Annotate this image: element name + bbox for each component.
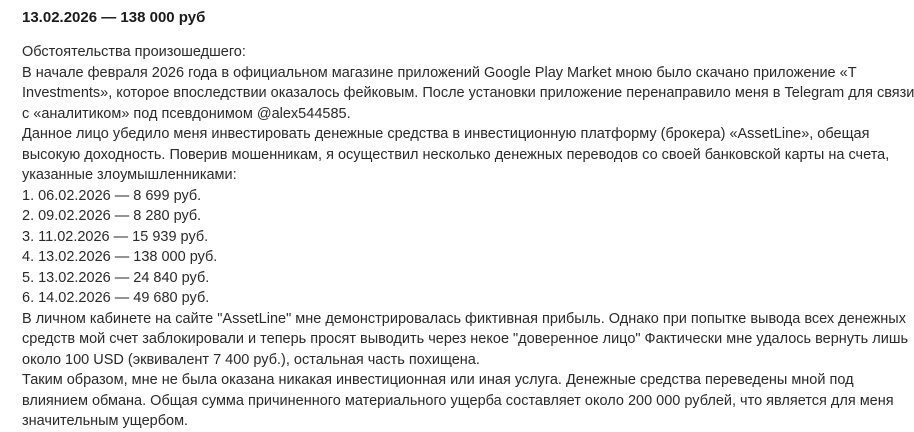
- transfer-list-item: 6. 14.02.2026 — 49 680 руб.: [22, 290, 210, 306]
- paragraph-line: влиянием обмана. Общая сумма причиненного материального ущерба составляет около 200 000 рублей, что является для меня: [22, 392, 894, 409]
- transfer-list-item: 3. 11.02.2026 — 15 939 руб.: [22, 228, 209, 245]
- post-heading: 13.02.2026 — 138 000 руб: [22, 9, 206, 26]
- paragraph-line: В личном кабинете на сайте "AssetLine" мне демонстрировалась фиктивная прибыль. Однако при попытке вывода всех денежных: [22, 310, 906, 327]
- paragraph-line: Таким образом, мне не была оказана никакая инвестиционная или иная услуга. Денежные средства переведены мной под: [22, 372, 854, 388]
- transfer-list-item: 1. 06.02.2026 — 8 699 руб.: [22, 187, 202, 204]
- intro-line: Обстоятельства произошедшего:: [22, 44, 246, 60]
- transfer-list-item: 5. 13.02.2026 — 24 840 руб.: [22, 269, 210, 286]
- paragraph-line: с «аналитиком» под псевдонимом @alex544585.: [22, 105, 351, 122]
- transfer-list-item: 4. 13.02.2026 — 138 000 руб.: [22, 249, 218, 265]
- post-body: [22, 42, 914, 432]
- paragraph-line: указанные злоумышленниками:: [22, 167, 237, 183]
- paragraph-line: Investments», которое впоследствии оказалось фейковым. После установки приложение перенаправило меня в Telegram для связи: [22, 85, 914, 101]
- paragraph-line: около 100 USD (эквивалент 7 400 руб.), остальная часть похищена.: [22, 351, 480, 368]
- paragraph-line: средств мой счет заблокировали и теперь просят выводить через некое "доверенное лицо" Фактически мне удалось вернуть лишь: [22, 331, 909, 347]
- paragraph-line: значительным ущербом.: [22, 413, 189, 429]
- paragraph-line: В начале февраля 2026 года в официальном магазине приложений Google Play Market мною было скачано приложение «T: [22, 64, 857, 81]
- paragraph-line: Данное лицо убедило меня инвестировать денежные средства в инвестиционную платформу (брокера) «AssetLine», обещая: [22, 126, 870, 142]
- paragraph-line: высокую доходность. Поверив мошенникам, я осуществил несколько денежных переводов со своей банковской карты на счета,: [22, 146, 890, 163]
- transfer-list-item: 2. 09.02.2026 — 8 280 руб.: [22, 208, 202, 224]
